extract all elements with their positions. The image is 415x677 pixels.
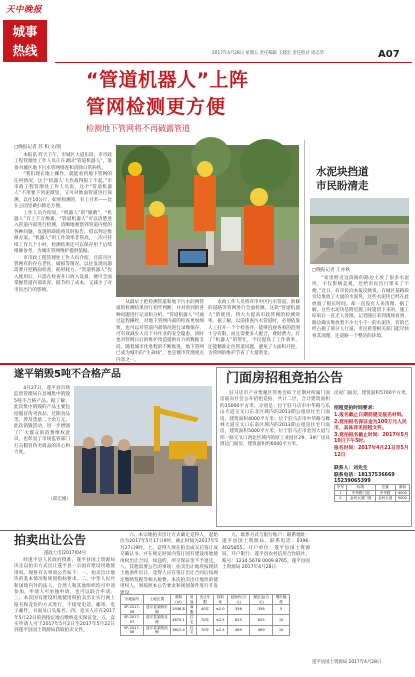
section-divider [0,530,415,531]
ad-table-cell: 位置 [375,485,395,491]
ad-table-cell: 1 [335,490,347,496]
lead-paragraph: 工作人员介绍说，“机器人”的“眼睛”，“机器人”有上千万像素，“管道机器人”可以清楚进入管道内部进行检测，清晰地观察到管道内壁的各种问题，发现的缺陷将及时报告，借以判定维修方案。“机器人”的工作效率非常高，一次可持续工作几个小时。检测结果还可以保存用于后续维修参考，为城市管网维护提供依据。 [14,210,112,255]
ad-rules [334,413,410,459]
photo-story-credit: （郑宏刚） [48,497,71,502]
auction-table-cell: 356 [250,605,273,615]
auction-table-cell: 遂平县某路西侧 [144,625,171,635]
section-title [6,22,44,60]
auction-table-cell: SP-2017-06 [121,605,144,615]
auction-table-cell: 625 [227,615,250,625]
auction-table-cell: 70年 [197,625,214,635]
auction-table-cell: 5 [273,605,290,615]
auction-footer: 遂平县国土资源局 2017年4月28日 [312,660,382,665]
auction-table-cell: 356 [227,605,250,615]
auction-table-cell: 40年 [197,605,214,615]
masthead-meta: 2017年4月28日 星期五 责任编辑 王晓宏 责任校对 周志华 [212,51,324,56]
ad-table-cell: 序号 [335,485,347,491]
auction-body-col-1: 经遂平县人民政府批准，遂平县国土资源局决定以拍卖方式出让遂平县一宗国有建设用地使用权。现将有关事项公告如下：一、拍卖出让地块的基本情况和规划指标要求。二、中华人民共和国境内外的法人、自然人和其他组织均可申请参加，申请人可单独申请，也可以联合申请。三、本次国有建设用地使用权拍卖出让实行网上报名和竞价的方式进行，不接受电话、邮寄、电子邮件、书面及口头报名。四、竞买人应在2017年5月22日前到指定地点缴纳竞买保证金。五、竞买申请人可于2017年5月2日至2017年5月22日到遂平县国土资源局获取拍卖文件。 [14,558,115,634]
masthead [0,0,415,66]
auction-table-cell: 起始价(万元) [227,595,250,605]
auction-table-cell: 住宅 [187,625,197,635]
masthead-rule [55,62,412,63]
ad-contact [334,466,410,486]
ad-rule-item: 报名时间：2017年4月21日至5月12日 [334,445,409,458]
auction-headline: 拍卖出让公告 [14,533,87,547]
lead-subhead: 检测地下管网将不再破露管道 [86,124,190,133]
auction-table-cell: 商服 [187,605,197,615]
ad-table [334,484,410,502]
ad-body: 驻马店市产业集聚区管委会拟于近期对所属门面房面向社会公开招租竞拍，共计二层，合计建筑面积约15000平方米。分别是：位于驻马店市中华路与乐山大道交叉口东北区域内的2013期公租房住宅门面房，建筑面积4000平方米；位于驻马店市中华路与橡林大道交叉口东南区域内的2013期公租房住宅门面房，建筑面积5000平方米；位于驻马店市金河大道与纬一路交叉口西北区域内的原工业园区2#、3#厂房及周边门面房，建筑面积约6000平方米。 [220,391,331,448]
lead-paragraph: 本报讯 昨天下午，市城区大道东段，市市政工程管理处工作人员正在调试“管道机器人”，准备对城区地下污水管网排查和清除日常病疾。 [14,153,112,171]
ad-table-cell: 标的 [346,485,375,491]
ad-table-cell: 4000 [395,490,409,496]
ad-table-row [335,496,410,502]
paper-logo: 天中晚报 [6,5,43,15]
lead-paragraph: “我们现在地上操作，就能看到地下管网的任何情况，这个‘机器人’大作战得很了不起。”市市政工程管理处工作人员说，这个“管道机器人”不用要下到泥潭里，又可对地面管道进行探测，以往10公斤，如果检测的，有上百米——比在公园里做扫除还方便。 [14,172,112,210]
auction-subhead: 遂政土出[2017]04号 [44,551,87,556]
auction-table [120,594,290,636]
auction-table-cell: 增价幅度 [273,595,290,605]
photo-story-image [74,386,212,506]
side-body: “家里附近这段路的路边上放了很多水泥块，不仅影响美观，还给市民出行带来了不便。”近日，有市民向本报反映说，在城区某路段旁边堆放了大量的水泥块，这些水泥块已经在此放置了很长时间，却一直没有人来清理。据了解，这些水泥块是附近施工时遗留下来的，施工结束后一直无人处理。记者随后来到现场看到，路边确实堆放着不少大小不一的水泥块，有的已经占据了部分人行道。市民希望相关部门能尽快将其清理，还道路一个整洁的环境。 [312,276,409,339]
auction-table-cell: SP-2017-08 [121,625,144,635]
auction-table-cell: ≤2.5 [213,615,227,625]
photo-story-headline: 遂平销毁5吨不合格产品 [14,369,121,380]
auction-table-cell: 10 [273,615,290,625]
auction-table-cell: SP-2017-07 [121,615,144,625]
ad-right-intro: 房屋门面房，建筑面积5700平方米。 [334,391,411,396]
ad-rule-item: 3.竞拍报名截止时间：2017年5月10日下午5时。 [334,432,409,445]
lead-photo [116,145,299,297]
ad-contact-person: 联系人：刘先生 [334,466,368,471]
auction-table-cell: 宗地编号 [121,595,144,605]
auction-table-cell: 2936.8 [170,605,187,615]
ad-table-cell: 金河大道门面 [346,496,375,502]
auction-table-row [121,625,290,635]
auction-body-col-3: 九、联系方式与银行账户：联系地址：遂平县国土资源局。联系电话：0396-4025855。开户单位：遂平县国土资源局。开户银行：遂平县农村信用合作联社。账号：1234 5678 0009 8765。遂平县国土资源局 2017年4月28日 [222,533,310,571]
auction-table-cell: 用途 [187,595,197,605]
ad-table-cell: 中华路 [375,490,395,496]
side-photo [310,198,409,264]
auction-table-cell: 遂平县某路北侧 [144,615,171,625]
lead-headline-2: 管网检测更方便 [86,96,227,118]
auction-table-cell: 4870.1 [170,615,187,625]
auction-table-row [121,615,290,625]
auction-table-cell: 出让年限 [197,595,214,605]
ad-rule-item: 2.竞拍报名保证金为100万元人民币，具体详见招租文件。 [334,419,407,432]
auction-table-cell: 489 [227,625,250,635]
ad-table-cell: 5000 [395,496,409,502]
section-rule [0,363,415,365]
auction-table-cell: 625 [250,615,273,625]
side-headline-2: 市民盼清走 [316,180,369,192]
side-byline: □晚报记者 王亦秋 [312,268,350,273]
section-line-2: 热线 [12,43,38,58]
ad-table-cell: 面积 [395,485,409,491]
side-headline-1: 水泥块挡道 [316,166,369,178]
auction-body-col-2: 六、本宗地拍卖出让方式确定竞得人，起始价为2017年5月17日9时，截止时间为2017年5月27日9时。七、竞得人须在拍卖成交后签订成交确认书，并在规定时间内签订国有建设用地使用权出让合同，如违约，所交保证金不予退还。八、其他需要公告的事项：拍卖出让地块按现状土地条件出让，竞得人应在签订出让合同后按规定缴纳契税等相关税费。本次拍卖出让地块的使用权人，须按照本公告要求和规划条件进行开发建设。 [120,533,218,596]
lead-byline: □晚报记者 苏 和 文/图 [14,145,62,150]
column-divider [304,140,305,360]
section-line-1: 城事 [12,24,38,39]
auction-table-cell: 住宅 [187,615,197,625]
lead-body-col-2: 从最早上把检测管道和地下污水的网管道的检测结果进行初步判断，并对看到的各种问题进行记录和分析。“管道机器人”可通过远程操控，对地下管网内部的检查更加细致，也可以对管道内部情况进行录像保存，可有效减少人员下井作业的安全隐患，同时也对管网日后的维护改造提供有力的数据支持。随着城市化进程的不断推进，地下管网已成为城市的“生命线”，也是城市管理重点内容之一。 [116,300,204,363]
auction-table-cell: 70年 [197,615,214,625]
ad-rule-item: 1.报名截止日期前提交报名材料。 [334,413,407,418]
auction-table-cell: 土地位置 [144,595,171,605]
auction-table-cell: 3812.4 [170,625,187,635]
photo-story-body: 4月27日，遂平县市场监督管理局在县城集中销毁5吨不合格产品。据了解，此次集中销毁的产品主要包括假冒伪劣食品、过期食品等，涉及货值二十余万元。此次销毁活动，进一步增强了广大群众的消费维权意识，也彰显了市场监管部门打击假冒伪劣商品的决心和力度。 [14,386,70,456]
auction-table-cell: 面积(㎡) [170,595,187,605]
auction-table-cell: 10 [273,625,290,635]
auction-table-cell: 容积率 [213,595,227,605]
ad-table-cell: 中华路门面 [346,490,375,496]
ad-contact-phone: 联系电话：18137536669 15239065399 [334,472,395,485]
ad-rules-title: 招租竞拍时间要求： [334,406,378,411]
lead-body-col-1 [14,153,112,360]
ad-table-cell: 2 [335,496,347,502]
lead-paragraph: 市市政工程管理处工作人员介绍，目前市区管网有的存在老化、破损等情况，以往发现问题需要开挖路面检查，耗时耗力。“管道机器人”投入使用后，只需在检查井口放入设备，便可全面掌握管道内部状况，既节约了成本，又减少了对市民出行的影响。 [14,255,112,293]
auction-table-cell: ≤2.5 [213,625,227,635]
ad-table-cell: 金河大道 [375,496,395,502]
lead-body-col-3: 市政工作人员将对市中区污水管道、新修的道路等管网进行全面检测。这款“管道机器人”的使用，将大大提高市政管网的检测效率。据了解，以前排查污水管道时，必须依靠人工打开一个个检查井，能够直观查看的范围十分有限，而且需要多人配合，费时费力。有了“机器人”的帮忙，不仅提高了工作效率，还能精准定位管道问题，避免了大面积开挖，为管网的维护节省了大量资金。 [208,300,300,357]
lead-headline-1: “管道机器人”上阵 [86,69,249,91]
auction-table-header [121,595,290,605]
auction-table-cell: 保证金(万元) [250,595,273,605]
auction-table-cell: 489 [250,625,273,635]
ad-headline: 门面房招租竞拍公告 [226,371,344,386]
auction-table-cell: ≤2.0 [213,605,227,615]
page-number: A07 [378,49,400,60]
auction-table-row [121,605,290,615]
auction-table-cell: 遂平县某路东侧 [144,605,171,615]
